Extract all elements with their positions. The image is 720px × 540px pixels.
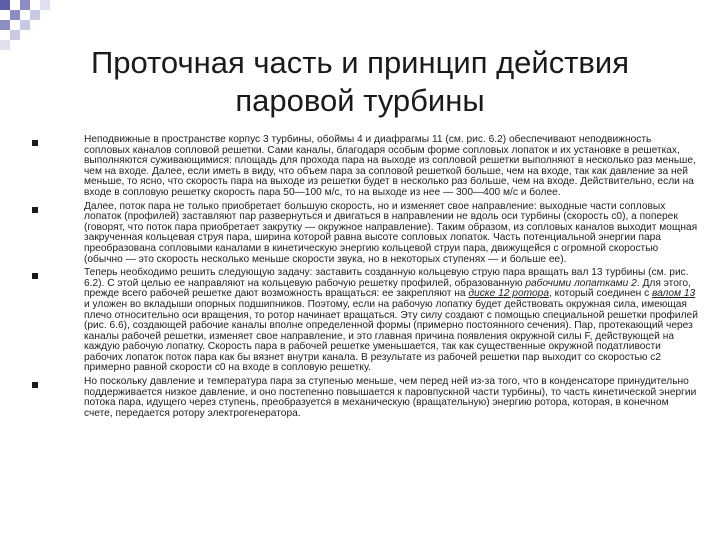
title-line-1: Проточная часть и принцип действия — [90, 45, 630, 80]
text-underlined: диске 12 ротора — [468, 288, 549, 300]
list-item — [28, 268, 698, 374]
bullet-marker — [32, 273, 38, 279]
list-item — [28, 377, 698, 419]
paragraph-text: Неподвижные в пространстве корпус 3 турбины, обоймы 4 и диафрагмы 11 (см. рис. 6.2) обеспечивают неподвижность сопловых каналов сопловой решетки. Сами каналы, благодаря особым форме сопловых лопаток и их установке в решетках, выполняются суживающимися: площадь для прохода пара на выходе из сопловой решетки выполняют в несколько раз меньше, чем на входе. Далее, если иметь в виду, что объем пара за сопловой решеткой больше, чем на входе, так как давление за ней меньше, то ясно, что скорость пара на выходе из решетки будет в несколько раз больше, чем на входе. Действительно, если на входе в сопловую решетку скорость пара 50—100 м/с, то на выходе из нее — 300—400 м/с и более. — [84, 134, 696, 198]
bullet-marker — [32, 140, 38, 146]
paragraph-text: Далее, поток пара не только приобретает большую скорость, но и изменяет свое направление: выходные части сопловых лопаток (профилей) заставляют пар развернуться и двигаться в направлении не вдоль оси турбины (скорость с0), а поперек (говорят, что поток пара приобретает закрутку — окружное направление). Таким образом, из сопловых каналов выходит мощная закрученная кольцевая струя пара, ширина которой равна высоте сопловых лопаток. Часть потенциальной энергии пара преобразована сопловыми каналами в кинетическую энергию кольцевой струи пара, движущейся с огромной скоростью (обычно — это скорость несколько меньше скорости звука, но в некоторых ступенях — и больше ее). — [84, 200, 698, 265]
paragraph-text — [84, 268, 698, 374]
bullet-marker — [32, 382, 38, 388]
slide-title — [40, 44, 680, 120]
text-run: . Для этого, прежде всего рабочей решетке дают возможность вращаться: ее закрепляют на — [84, 277, 691, 300]
text-run: Теперь необходимо решить следующую задачу: заставить созданную кольцевую струю пара вращать вал 13 турбины (см. рис. 6.2). С этой целью ее направляют на кольцевую рабочую решетку профилей, образованную — [84, 267, 689, 289]
text-italic: рабочими лопатками 2 — [525, 277, 637, 289]
paragraph-text: Но поскольку давление и температура пара за ступенью меньше, чем перед ней из-за того, что в конденсаторе принудительно поддерживается низкое давление, и оно постепенно повышается к паровпускной части турбины), то часть кинетической энергии потока пара, идущего через ступень, преобразуется в механическую (вращательную) энергию ротора, которая, в конечном счете, передается ротору электрогенератора. — [84, 376, 697, 419]
title-line-2: паровой турбины — [235, 83, 485, 118]
bullet-list — [28, 135, 698, 422]
text-run: и уложен во вкладыши опорных подшипников. Поэтому, если на рабочую лопатку будет действовать окружная сила, имеющая плечо относительно оси вращения, то ротор начинает вращаться. Эту силу создают с помощью специальной решетки профилей (рис. 6.6), создающей рабочие каналы вполне определенной формы (примерно постоянного сечения). Пар, протекающий через каналы рабочей решетки, изменяет свое направление, и это главная причина появления окружной силы F, действующей на каждую рабочую лопатку. Скорость пара в рабочей решетке уменьшается, так как существенные окружной податливости рабочих лопаток поток пара как бы вязнет внутри канала. В результате из рабочей решетки пар выходит со скоростью с2 примерно равной скорости с0 на входе в сопловую решетку. — [84, 298, 698, 374]
text-run: , который соединен с — [548, 288, 653, 300]
list-item — [28, 135, 698, 199]
bullet-marker — [32, 207, 38, 213]
list-item — [28, 202, 698, 266]
text-underlined: валом 13 — [652, 288, 696, 300]
